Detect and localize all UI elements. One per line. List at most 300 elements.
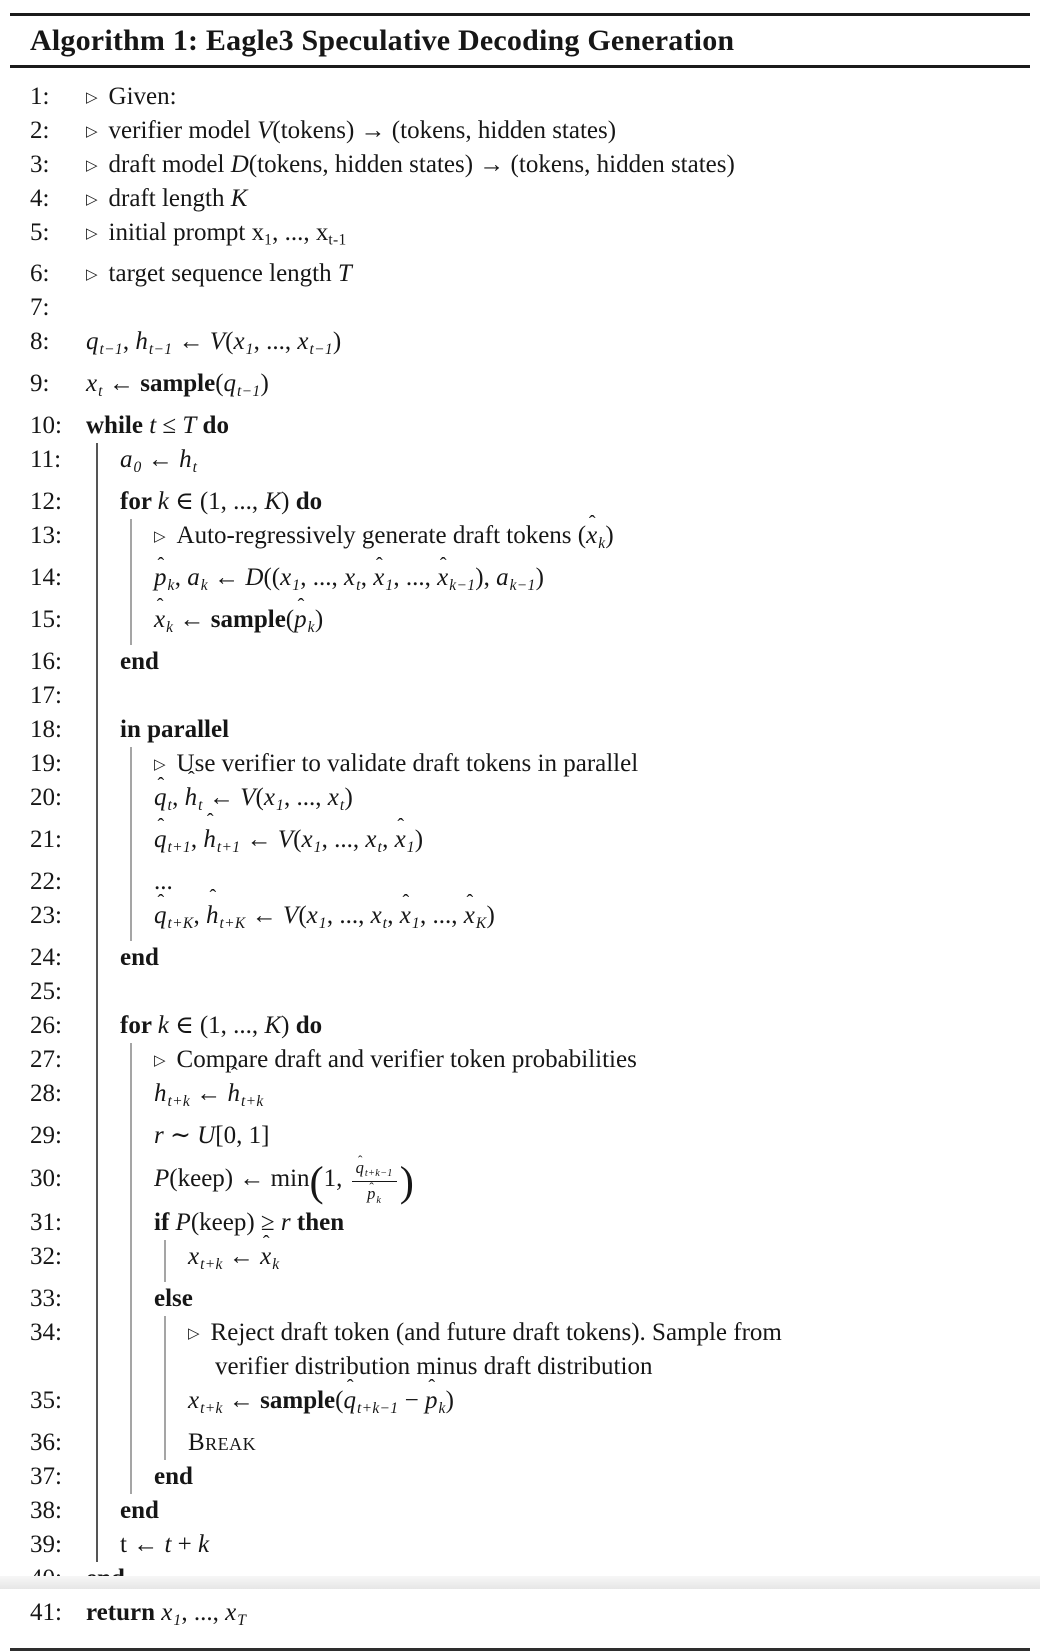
text-segment: ← <box>102 370 141 398</box>
text-segment: ) <box>535 564 544 592</box>
line-content <box>86 1009 1026 1043</box>
text-segment: Auto-regressively generate draft tokens ( <box>176 522 587 550</box>
text-segment: k <box>200 577 208 595</box>
text-segment: − <box>398 1386 425 1414</box>
text-segment: t+k−1 <box>356 1399 399 1417</box>
text-segment: ← <box>222 1386 261 1414</box>
text-segment: ← <box>190 1080 228 1108</box>
line-content <box>86 257 1026 291</box>
text-segment: a <box>496 564 509 592</box>
algorithm-line <box>0 291 1026 325</box>
text-segment: sample <box>210 606 286 634</box>
text-segment: end <box>120 1496 159 1524</box>
text-segment: x <box>263 784 275 812</box>
indent-guide <box>96 1206 98 1240</box>
algorithm-title: Algorithm 1: Eagle3 Speculative Decoding Generation <box>30 24 735 57</box>
text-segment: , <box>382 826 395 854</box>
line-number: 20: <box>30 784 62 812</box>
indent-guide <box>96 975 98 1009</box>
text-segment: t <box>192 459 198 477</box>
line-number: 4: <box>30 184 50 212</box>
comment-triangle-icon: ▷ <box>154 755 166 774</box>
text-segment: 1 <box>245 341 254 359</box>
text-segment: p ˆ <box>425 1384 438 1418</box>
text-segment: t+k <box>200 1399 223 1417</box>
indent-guide <box>96 865 98 899</box>
text-segment: verifier distribution minus draft distribution <box>215 1352 653 1380</box>
text-segment: k <box>166 619 174 637</box>
text-segment: verifier model <box>108 116 258 144</box>
text-segment: D <box>245 564 264 592</box>
indent-guide <box>130 1426 132 1460</box>
line-number: 12: <box>30 488 62 516</box>
text-segment: for <box>120 488 158 516</box>
line-content <box>86 148 1026 182</box>
text-segment: x <box>188 1386 200 1414</box>
line-content <box>86 645 1026 679</box>
text-segment: t <box>356 577 361 595</box>
line-content <box>86 325 1026 367</box>
algorithm-line <box>0 1206 1026 1240</box>
algorithm-line <box>0 781 1026 823</box>
text-segment: x ˆ <box>395 823 406 857</box>
text-segment: x <box>280 564 292 592</box>
line-number: 7: <box>30 294 50 322</box>
text-segment: Use verifier to validate draft tokens in parallel <box>176 750 639 778</box>
indent-guide <box>96 781 98 823</box>
text-segment: t <box>377 839 383 857</box>
text-segment: P <box>154 1164 170 1192</box>
text-segment: k−1 <box>509 577 536 595</box>
comment-triangle-icon: ▷ <box>154 527 166 546</box>
text-segment: x <box>225 1598 237 1626</box>
line-number: 18: <box>30 716 62 744</box>
line-number: 30: <box>30 1164 62 1192</box>
line-number: 14: <box>30 564 62 592</box>
text-segment: 1, <box>323 1164 349 1192</box>
text-segment: P <box>175 1208 191 1236</box>
text-segment: , ..., <box>181 1598 226 1626</box>
line-number: 38: <box>30 1496 62 1524</box>
line-number: 25: <box>30 978 62 1006</box>
text-segment: ) <box>486 902 495 930</box>
indent-guide <box>96 941 98 975</box>
line-content <box>86 1043 1026 1077</box>
line-number: 15: <box>30 606 62 634</box>
indent-guide <box>96 561 98 603</box>
line-number: 2: <box>30 116 50 144</box>
line-number: 9: <box>30 370 50 398</box>
comment-triangle-icon: ▷ <box>86 189 98 208</box>
text-segment: ) <box>281 488 296 516</box>
indent-guide <box>130 1460 132 1494</box>
algorithm-line <box>0 1009 1026 1043</box>
text-segment: ( <box>309 1157 324 1205</box>
text-segment: ← <box>172 328 210 356</box>
line-content <box>86 1596 1026 1638</box>
line-content <box>86 603 1026 645</box>
text-segment: x ˆ <box>373 561 384 595</box>
text-segment: r <box>280 1208 291 1236</box>
comment-triangle-icon: ▷ <box>86 87 98 106</box>
text-segment: h <box>135 328 148 356</box>
line-content <box>86 1528 1026 1562</box>
algorithm-line <box>0 941 1026 975</box>
line-content <box>86 409 1026 443</box>
text-segment: k <box>598 535 606 553</box>
text-segment: q ˆ <box>154 899 167 933</box>
text-segment: x <box>86 370 98 398</box>
algorithm-line <box>0 367 1026 409</box>
indent-guide <box>130 519 132 561</box>
indent-guide <box>96 1316 98 1384</box>
text-segment: h ˆ <box>228 1077 241 1111</box>
text-segment: q ˆ <box>356 1159 364 1177</box>
text-segment: x ˆ <box>586 519 597 553</box>
algorithm-line <box>0 519 1026 561</box>
text-segment: , ..., <box>419 902 464 930</box>
text-segment: t+k <box>200 1255 223 1273</box>
indent-guide <box>96 603 98 645</box>
algorithm-line <box>0 409 1026 443</box>
text-segment: a <box>187 564 200 592</box>
text-segment: Compare draft and verifier token probabilities <box>176 1046 637 1074</box>
text-segment: k <box>167 577 175 595</box>
indent-guide <box>96 443 98 485</box>
line-number: 29: <box>30 1122 62 1150</box>
text-segment: t-1 <box>328 231 347 249</box>
algorithm-line <box>0 182 1026 216</box>
text-segment: x ˆ <box>260 1240 271 1274</box>
line-content <box>86 781 1026 823</box>
text-segment: ∈ (1, ..., <box>168 1012 265 1040</box>
line-content <box>86 1460 1026 1494</box>
text-segment: 1 <box>313 839 322 857</box>
indent-guide <box>130 1316 132 1384</box>
algorithm-line <box>0 823 1026 865</box>
footer-strip <box>0 1576 1040 1589</box>
algorithm-line <box>0 1528 1026 1562</box>
line-number: 35: <box>30 1386 62 1414</box>
text-segment: [0, 1] <box>215 1122 270 1150</box>
text-segment: x ˆ <box>437 561 448 595</box>
text-segment: ) <box>260 370 269 398</box>
text-segment: end <box>120 648 159 676</box>
algorithm-line <box>0 148 1026 182</box>
text-segment: V <box>209 328 226 356</box>
text-segment: x ˆ <box>400 899 411 933</box>
algorithm-line <box>0 713 1026 747</box>
text-segment: x ˆ <box>154 603 165 637</box>
text-segment: (tokens, hidden states) → (tokens, hidden states) <box>248 150 735 178</box>
text-segment: 1 <box>292 577 301 595</box>
line-content <box>86 713 1026 747</box>
algorithm-line <box>0 747 1026 781</box>
comment-triangle-icon: ▷ <box>154 1051 166 1070</box>
text-segment: else <box>154 1284 193 1312</box>
text-segment: t+k <box>241 1093 264 1111</box>
line-content <box>86 1119 1026 1153</box>
indent-guide <box>96 1528 98 1562</box>
text-segment: 0 <box>133 459 142 477</box>
text-segment: x <box>306 902 318 930</box>
text-segment: 1 <box>318 915 327 933</box>
text-segment: in parallel <box>120 716 230 744</box>
text-segment: ← <box>173 606 211 634</box>
indent-guide <box>164 1316 166 1384</box>
line-number: 6: <box>30 260 50 288</box>
text-segment: T <box>237 1611 247 1629</box>
text-segment: sample <box>140 370 216 398</box>
text-segment: ( <box>225 328 234 356</box>
text-segment: k <box>272 1255 280 1273</box>
indent-guide <box>130 1282 132 1316</box>
text-segment: q ˆ <box>154 823 167 857</box>
line-number: 17: <box>30 682 62 710</box>
text-segment: t−1 <box>237 383 261 401</box>
text-segment: ) <box>344 784 353 812</box>
text-segment: k <box>438 1399 446 1417</box>
indent-guide <box>96 1384 98 1426</box>
text-segment: Break <box>188 1428 257 1456</box>
text-segment: , <box>190 826 204 854</box>
line-number: 33: <box>30 1284 62 1312</box>
algorithm-line <box>0 975 1026 1009</box>
text-segment: x <box>188 1242 200 1270</box>
text-segment: + <box>171 1530 199 1558</box>
text-segment: K <box>475 915 487 933</box>
line-number: 23: <box>30 902 62 930</box>
algorithm-line <box>0 114 1026 148</box>
algorithm-line <box>0 1043 1026 1077</box>
text-segment: ← <box>222 1242 261 1270</box>
fraction <box>352 1153 397 1206</box>
text-segment: draft model <box>108 150 231 178</box>
text-segment: q ˆ <box>154 781 167 815</box>
text-segment: 1 <box>406 839 415 857</box>
line-content <box>86 561 1026 603</box>
line-number: 26: <box>30 1012 62 1040</box>
indent-guide <box>96 1460 98 1494</box>
text-segment: (keep) ≥ <box>190 1208 281 1236</box>
text-segment: k <box>198 1530 210 1558</box>
line-content <box>86 443 1026 485</box>
line-content <box>86 485 1026 519</box>
text-segment: V <box>277 826 294 854</box>
text-segment: V <box>283 902 299 930</box>
algorithm-line <box>0 1153 1026 1206</box>
algorithm-line <box>0 1494 1026 1528</box>
line-number: 19: <box>30 750 62 778</box>
text-segment: k <box>157 1012 169 1040</box>
indent-guide <box>96 679 98 713</box>
text-segment: end <box>120 944 159 972</box>
text-segment: x ˆ <box>464 899 475 933</box>
indent-guide <box>96 747 98 781</box>
text-segment: h ˆ <box>206 899 219 933</box>
text-segment: T <box>182 412 197 440</box>
line-number: 27: <box>30 1046 62 1074</box>
line-content <box>86 114 1026 148</box>
indent-guide <box>130 1206 132 1240</box>
algorithm-body <box>0 68 1040 1648</box>
text-segment: Given: <box>108 82 177 110</box>
text-segment: , <box>122 328 136 356</box>
indent-guide <box>130 823 132 865</box>
text-segment: do <box>196 412 229 440</box>
text-segment: t <box>164 1530 172 1558</box>
line-number: 41: <box>30 1598 62 1626</box>
text-segment: Reject draft token (and future draft tokens). Sample from <box>210 1318 782 1346</box>
algorithm-line <box>0 257 1026 291</box>
text-segment: do <box>295 1012 323 1040</box>
line-number: 37: <box>30 1462 62 1490</box>
algorithm-line <box>0 485 1026 519</box>
algorithm-line <box>0 216 1026 257</box>
text-segment: t−1 <box>309 341 333 359</box>
algorithm-line <box>0 679 1026 713</box>
text-segment: V <box>240 784 256 812</box>
algorithm-line <box>0 1460 1026 1494</box>
text-segment: h ˆ <box>203 823 216 857</box>
text-segment: D <box>230 150 249 178</box>
text-segment: ) <box>314 606 324 634</box>
indent-guide <box>130 603 132 645</box>
text-segment: ( <box>335 1386 344 1414</box>
indent-guide <box>96 1426 98 1460</box>
line-number: 3: <box>30 150 50 178</box>
indent-guide <box>130 865 132 899</box>
text-segment: k−1 <box>449 577 476 595</box>
text-segment: ( <box>285 606 295 634</box>
algorithm-line <box>0 561 1026 603</box>
text-segment: , ..., <box>253 328 298 356</box>
text-segment: t−1 <box>148 341 173 359</box>
indent-guide <box>130 561 132 603</box>
text-segment: ≤ <box>156 412 183 440</box>
text-segment: (( <box>263 564 281 592</box>
indent-guide <box>130 1153 132 1206</box>
comment-triangle-icon: ▷ <box>86 265 98 284</box>
text-segment: t+1 <box>167 839 191 857</box>
algorithm-line <box>0 1282 1026 1316</box>
text-segment: 1 <box>385 577 394 595</box>
text-segment: t <box>149 412 157 440</box>
indent-guide <box>96 645 98 679</box>
text-segment: , ..., x <box>272 218 329 246</box>
text-segment: x <box>344 564 356 592</box>
text-segment: q <box>223 370 237 398</box>
text-segment: then <box>290 1208 345 1236</box>
indent-guide <box>164 1240 166 1282</box>
text-segment: k <box>376 1194 382 1206</box>
text-segment: t+1 <box>216 839 241 857</box>
line-content <box>86 1426 1026 1460</box>
text-segment: t <box>198 797 203 815</box>
line-content <box>86 747 1026 781</box>
algorithm-line <box>0 645 1026 679</box>
comment-triangle-icon: ▷ <box>86 121 98 140</box>
algorithm-line <box>0 443 1026 485</box>
line-number: 1: <box>30 82 50 110</box>
line-number: 10: <box>30 412 62 440</box>
text-segment: t <box>98 383 103 401</box>
text-segment: ( <box>255 784 264 812</box>
algorithm-line <box>0 865 1026 899</box>
indent-guide <box>96 899 98 941</box>
text-segment: p ˆ <box>367 1185 375 1203</box>
algorithm-line <box>0 899 1026 941</box>
line-number: 32: <box>30 1242 62 1270</box>
text-segment: , <box>193 902 207 930</box>
line-content <box>86 1240 1026 1282</box>
line-content <box>86 216 1026 257</box>
line-content <box>86 1494 1026 1528</box>
text-segment: initial prompt x <box>108 218 265 246</box>
text-segment: 1 <box>275 797 284 815</box>
text-segment: target sequence length <box>108 260 338 288</box>
text-segment: ) <box>605 522 614 550</box>
indent-guide <box>130 1384 132 1426</box>
line-content <box>86 1077 1026 1119</box>
text-segment: , ..., <box>300 564 345 592</box>
text-segment: a <box>120 446 133 474</box>
indent-guide <box>130 1043 132 1077</box>
text-segment: (keep) ← min <box>169 1164 310 1192</box>
text-segment: ← <box>245 902 284 930</box>
indent-guide <box>164 1384 166 1426</box>
indent-guide <box>96 1494 98 1528</box>
line-content <box>86 823 1026 865</box>
text-segment: draft length <box>108 184 231 212</box>
line-number: 39: <box>30 1530 62 1558</box>
text-segment: h ˆ <box>185 781 198 815</box>
line-number: 8: <box>30 328 50 356</box>
bottom-rule <box>10 1648 1030 1651</box>
indent-guide <box>96 823 98 865</box>
line-content <box>86 941 1026 975</box>
text-segment: q <box>86 328 99 356</box>
line-content <box>86 1282 1026 1316</box>
comment-triangle-icon: ▷ <box>86 155 98 174</box>
indent-guide <box>96 1043 98 1077</box>
indent-guide <box>164 1426 166 1460</box>
line-number: 22: <box>30 868 62 896</box>
indent-guide <box>96 485 98 519</box>
text-segment: ) <box>332 328 342 356</box>
indent-guide <box>130 1077 132 1119</box>
line-content <box>86 367 1026 409</box>
line-number: 24: <box>30 944 62 972</box>
algorithm-line <box>0 80 1026 114</box>
line-number: 16: <box>30 648 62 676</box>
text-segment: (tokens) → (tokens, hidden states) <box>272 116 617 144</box>
text-segment: K <box>230 184 248 212</box>
line-number: 36: <box>30 1428 62 1456</box>
text-segment: for <box>120 1012 158 1040</box>
line-number: 11: <box>30 446 62 474</box>
text-segment: t ← <box>120 1530 165 1558</box>
text-segment: h <box>179 446 192 474</box>
text-segment: ( <box>293 826 302 854</box>
text-segment: sample <box>260 1386 336 1414</box>
indent-guide <box>130 1240 132 1282</box>
text-segment: t <box>382 915 388 933</box>
text-segment: x <box>370 902 382 930</box>
line-number: 5: <box>30 218 50 246</box>
text-segment: t <box>167 797 173 815</box>
line-number: 21: <box>30 826 62 854</box>
